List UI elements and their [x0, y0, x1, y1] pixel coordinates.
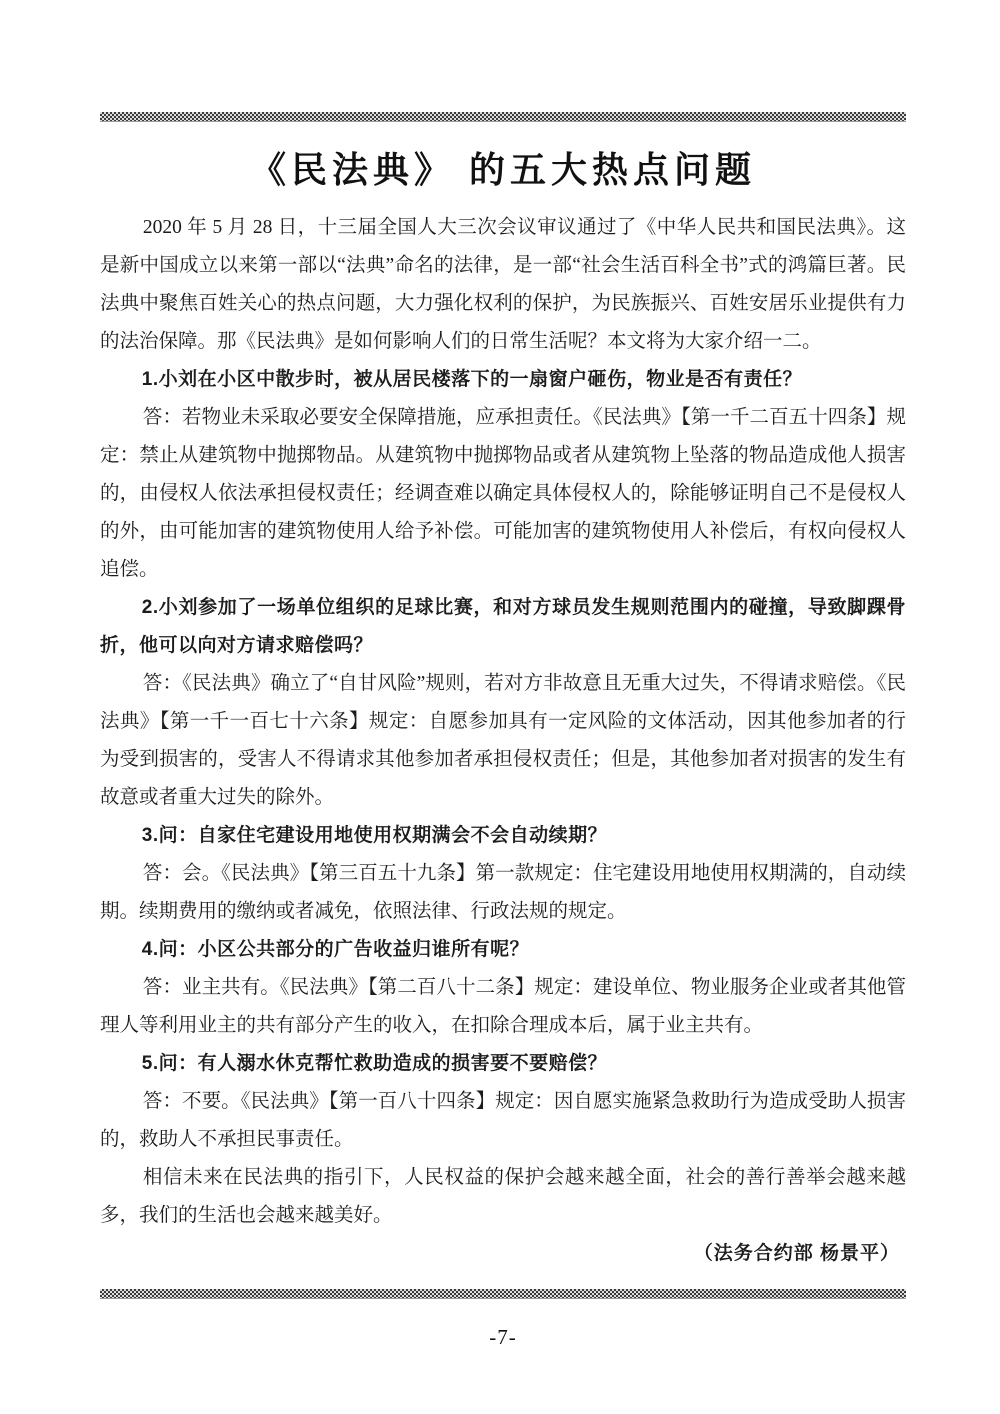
document-title: 《民法典》 的五大热点问题 [249, 150, 756, 190]
answer-1: 答：若物业未采取必要安全保障措施，应承担责任。《民法典》【第一千二百五十四条】规定：禁止从建筑物中抛掷物品。从建筑物中抛掷物品或者从建筑物上坠落的物品造成他人损害的，由侵权人依法承担侵权责任；经调查难以确定具体侵权人的，除能够证明自己不是侵权人的外，由可能加害的建筑物使用人给予补偿。可能加害的建筑物使用人补偿后，有权向侵权人追偿。 [100, 407, 906, 580]
question-5: 5.问：有人溺水休克帮忙救助造成的损害要不要赔偿？ [141, 1053, 608, 1074]
question-3: 3.问：自家住宅建设用地使用权期满会不会自动续期？ [141, 825, 608, 846]
signature: （法务合约部 杨景平） [693, 1243, 900, 1264]
bottom-rule [100, 1289, 906, 1299]
answer-2: 答：《民法典》确立了“自甘风险”规则，若对方非故意且无重大过失，不得请求赔偿。《民法典》【第一千一百七十六条】规定：自愿参加具有一定风险的文体活动，因其他参加者的行为受到损害的，受害人不得请求其他参加者承担侵权责任；但是，其他参加者对损害的发生有故意或者重大过失的除外。 [100, 673, 906, 808]
answer-4: 答：业主共有。《民法典》【第二百八十二条】规定：建设单位、物业服务企业或者其他管理人等利用业主的共有部分产生的收入，在扣除合理成本后，属于业主共有。 [100, 977, 906, 1036]
question-2: 2.小刘参加了一场单位组织的足球比赛，和对方球员发生规则范围内的碰撞，导致脚踝骨折，他可以向对方请求赔偿吗？ [100, 597, 906, 656]
question-4: 4.问：小区公共部分的广告收益归谁所有呢？ [141, 939, 530, 960]
intro-paragraph: 2020 年 5 月 28 日，十三届全国人大三次会议审议通过了《中华人民共和国民法典》。这是新中国成立以来第一部以“法典”命名的法律，是一部“社会生活百科全书”式的鸿篇巨著。民法典中聚焦百姓关心的热点问题，大力强化权利的保护，为民族振兴、百姓安居乐业提供有力的法治保障。那《民法典》是如何影响人们的日常生活呢？本文将为大家介绍一二。 [100, 217, 906, 352]
page-number: -7- [489, 1325, 517, 1349]
answer-3: 答：会。《民法典》【第三百五十九条】第一款规定：住宅建设用地使用权期满的，自动续期。续期费用的缴纳或者减免，依照法律、行政法规的规定。 [100, 863, 906, 922]
top-rule [100, 112, 906, 122]
question-1: 1.小刘在小区中散步时，被从居民楼落下的一扇窗户砸伤，物业是否有责任？ [141, 369, 803, 390]
document-body [100, 209, 906, 1273]
document-content [100, 112, 906, 1350]
closing-paragraph: 相信未来在民法典的指引下，人民权益的保护会越来越全面，社会的善行善举会越来越多，我们的生活也会越来越美好。 [100, 1167, 906, 1226]
answer-5: 答：不要。《民法典》【第一百八十四条】规定：因自愿实施紧急救助行为造成受助人损害的，救助人不承担民事责任。 [100, 1091, 906, 1150]
